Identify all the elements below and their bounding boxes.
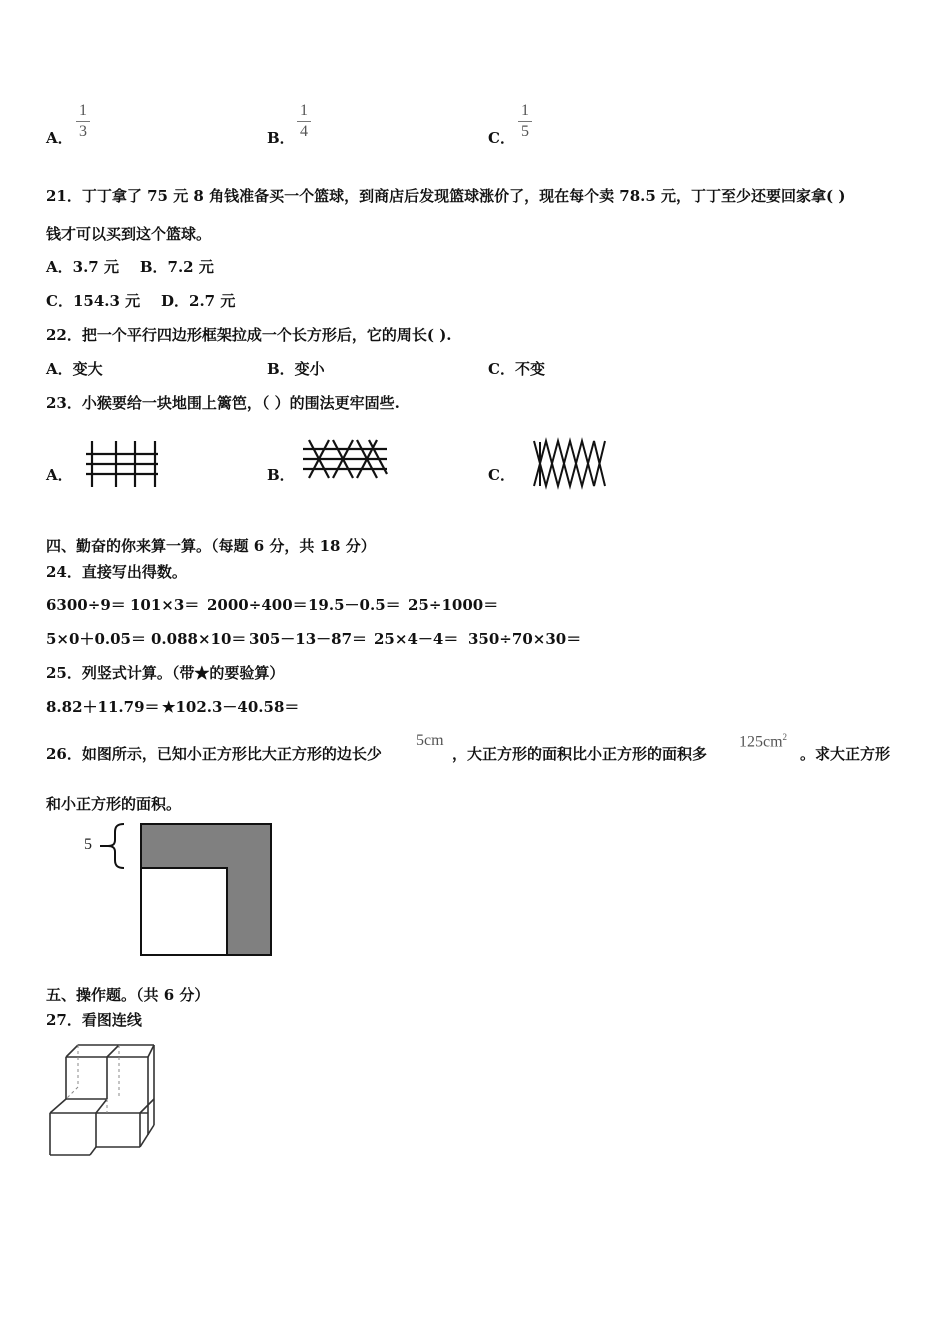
fraction-numerator: 1: [521, 102, 529, 119]
q23-option-b-label: B．: [267, 466, 295, 484]
q23-option-c-label: C．: [488, 466, 515, 484]
q26-unit-125cm2: [739, 732, 787, 751]
q26-brace: [96, 822, 128, 870]
q22-option-b: B．变小: [267, 360, 325, 378]
q24-problem: 6300÷9＝: [46, 596, 126, 614]
q24-problem: 101×3＝: [130, 596, 200, 614]
fraction-denominator: 5: [521, 123, 529, 140]
q21-options-row2: C．154.3 元 D．2.7 元: [46, 292, 236, 310]
section5-heading: 五、操作题。（共 6 分）: [46, 986, 210, 1004]
fraction-numerator: 1: [79, 102, 87, 119]
q26-figure-label-5: 5: [84, 836, 92, 853]
q20-option-a-fraction: [76, 102, 90, 141]
q26-unit-5cm: 5cm: [416, 732, 444, 749]
fraction-bar: [297, 121, 311, 122]
q25-title: 25．列竖式计算。（带★的要验算）: [46, 664, 285, 682]
q21-question-line2: 钱才可以买到这个篮球。: [46, 225, 212, 243]
q20-option-b-fraction: [297, 102, 311, 141]
fraction-numerator: 1: [300, 102, 308, 119]
q26-text-line2: 和小正方形的面积。: [46, 795, 182, 813]
fraction-bar: [518, 121, 532, 122]
q21-options-row1: A．3.7 元 B．7.2 元: [46, 258, 214, 276]
q27-title: 27．看图连线: [46, 1011, 142, 1029]
q20-option-c-fraction: [518, 102, 532, 141]
q24-problem: 350÷70×30＝: [468, 630, 582, 648]
section4-heading: 四、勤奋的你来算一算。（每题 6 分，共 18 分）: [46, 537, 376, 555]
fraction-bar: [76, 121, 90, 122]
q24-title: 24．直接写出得数。: [46, 563, 187, 581]
fence-cross-horizontal-figure: [303, 438, 389, 480]
q21-question-line1: 21．丁丁拿了 75 元 8 角钱准备买一个篮球，到商店后发现篮球涨价了，现在每个卖 78.5 元，丁丁至少还要回家拿( ): [46, 187, 846, 205]
q26-text-part2: ，大正方形的面积比小正方形的面积多: [452, 745, 708, 763]
fraction-denominator: 4: [300, 123, 308, 140]
q24-problem: 0.088×10＝: [151, 630, 247, 648]
q24-problem: 2000÷400＝: [207, 596, 308, 614]
fence-diamond-lattice-figure: [534, 441, 606, 487]
q24-problem: 19.5－0.5＝: [308, 596, 401, 614]
q23-option-a-label: A．: [46, 466, 73, 484]
q23-question: 23．小猴要给一块地围上篱笆，（ ）的围法更牢固些.: [46, 394, 400, 412]
fence-grid-figure: [86, 441, 160, 487]
q20-option-a-label: A．: [46, 129, 73, 147]
q25-problem-1: 8.82＋11.79＝: [46, 698, 160, 716]
q22-option-a: A．变大: [46, 360, 103, 378]
q25-problem-2: ★102.3－40.58＝: [162, 698, 300, 716]
q24-problem: 25÷1000＝: [408, 596, 499, 614]
fraction-denominator: 3: [79, 123, 87, 140]
unit-base: 125cm: [739, 733, 783, 751]
small-square-white: [141, 868, 227, 955]
q27-cube-stack-figure: [46, 1043, 158, 1159]
q26-text-part3: 。求大正方形: [800, 745, 891, 763]
q22-option-c: C．不变: [488, 360, 545, 378]
unit-superscript: 2: [782, 732, 788, 742]
q26-text-part1: 26．如图所示，已知小正方形比大正方形的边长少: [46, 745, 382, 763]
q22-question: 22．把一个平行四边形框架拉成一个长方形后，它的周长( ).: [46, 326, 452, 344]
q26-squares-figure: [140, 823, 272, 956]
q24-problem: 5×0＋0.05＝: [46, 630, 146, 648]
q20-option-c-label: C．: [488, 129, 515, 147]
q24-problem: 25×4－4＝: [374, 630, 459, 648]
q20-option-b-label: B．: [267, 129, 295, 147]
q24-problem: 305－13－87＝: [249, 630, 368, 648]
